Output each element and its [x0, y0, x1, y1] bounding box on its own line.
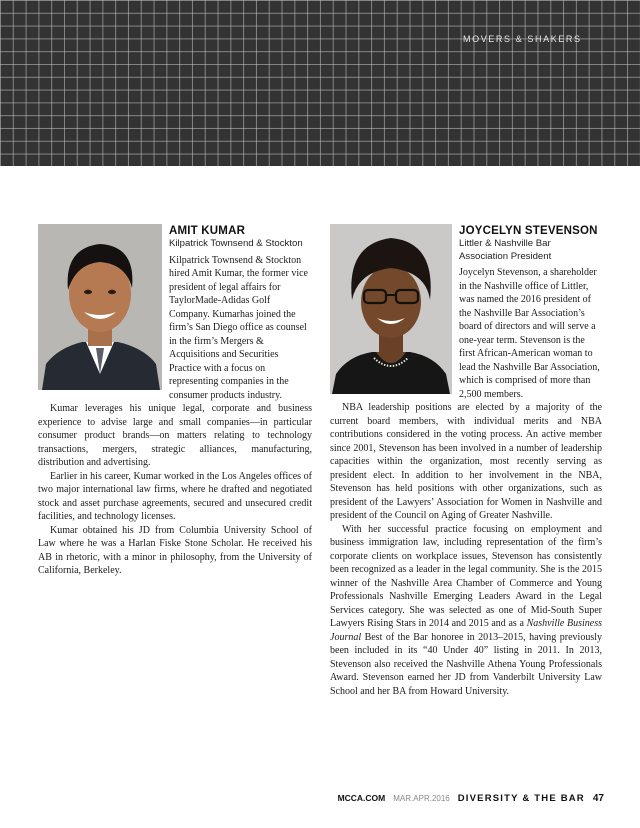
amit-kumar-paragraph-2: Kumar leverages his unique legal, corporate and business experience to advise large and small companies—in particular consumer product brands—on matters relating to technology transactions, mergers, strategic alliances, manufacturing, distribution and advertising. [38, 403, 312, 468]
footer-magazine-title: DIVERSITY & THE BAR [457, 793, 585, 804]
joycelyn-stevenson-paragraph-1: Joycelyn Stevenson, a shareholder in the Nashville office of Littler, was named the 2016 president of the Nashville Bar Association’s board of directors and will serve a one-year term. Stevenson is the first African-American woman to lead the Nashville Bar Association, which is comprised of more than 2,500 members. [459, 267, 600, 400]
joycelyn-stevenson-name: JOYCELYN STEVENSON [459, 225, 598, 237]
section-label: MOVERS & SHAKERS [463, 34, 582, 44]
joycelyn-stevenson-paragraph-2: NBA leadership positions are elected by a majority of the current board members, with individual merits and NBA contributions considered in the voting process. An active member since 2001, Stevenson has been involved in a number of leadership capacities within the organization, most recently serving as president elect. In addition to her involvement in the NBA, Stevenson has held positions with other organizations, such as president of the Lawyers’ Association for Women in Nashville and president of the Council on Aging of Greater Nashville. [330, 402, 602, 521]
paragraph-3-text-a: With her successful practice focusing on employment and business immigration law, including representation of the firm’s corporate clients on workplace issues, Stevenson has consistently been recognized as a leader in the legal community. She is the 2015 winner of the Nashville Area Chamber of Commerce and Young Professionals Nashville Emerging Leaders Award in the Legal Services category. She was selected as one of Mid-South Super Lawyers Rising Stars in 2014 and 2015 and as a [330, 523, 602, 629]
footer-page-number: 47 [592, 793, 604, 804]
portrait-man-illustration [38, 224, 162, 390]
amit-kumar-paragraph-4: Kumar obtained his JD from Columbia University School of Law where he was a Harlan Fiske Stone Scholar. He received his AB in rhetoric, with a minor in philosophy, from the University of California, Berkeley. [38, 524, 312, 576]
page-footer [338, 793, 604, 805]
amit-kumar-photo [38, 224, 162, 390]
amit-kumar-paragraph-3: Earlier in his career, Kumar worked in the Los Angeles offices of two major international law firms, where he drafted and negotiated stock and asset purchase agreements, secured and unsecured credit facilities, and technology licenses. [38, 470, 312, 522]
amit-kumar-paragraph-1: Kilpatrick Townsend & Stockton hired Amit Kumar, the former vice president of legal affairs for TaylorMade-Adidas Golf Company. Kumarhas joined the firm’s San Diego office as counsel in the firm’s Mergers & Acquisitions and Securities Practice with a focus on representing companies in the consumer products industry. [169, 254, 308, 401]
amit-kumar-firm: Kilpatrick Townsend & Stockton [169, 238, 303, 249]
amit-kumar-name: AMIT KUMAR [169, 225, 246, 237]
joycelyn-stevenson-firm-line-1: Littler & Nashville Bar [459, 238, 551, 249]
joycelyn-stevenson-photo [330, 224, 452, 394]
joycelyn-stevenson-paragraph-3 [330, 523, 602, 699]
profile-joycelyn-stevenson [330, 224, 602, 698]
publication-title-nashville-business-journal: Nashville Business Journal [330, 618, 602, 643]
header-banner [0, 0, 640, 166]
footer-site-link[interactable]: MCCA.COM [337, 793, 386, 803]
footer-issue-date: MAR.APR.2016 [393, 794, 450, 803]
paragraph-3-text-b: Best of the Bar honoree in 2013–2015, having previously been included in its “40 Under 40” listing in 2011. In 2013, Stevenson also received the Nashville Athena Young Professionals Award. Stevenson earned her JD from Vanderbilt University Law School and her BA from Howard University. [330, 631, 602, 697]
joycelyn-stevenson-firm-line-2: Association President [459, 250, 552, 262]
profile-amit-kumar [38, 224, 312, 578]
portrait-woman-illustration [330, 224, 452, 394]
